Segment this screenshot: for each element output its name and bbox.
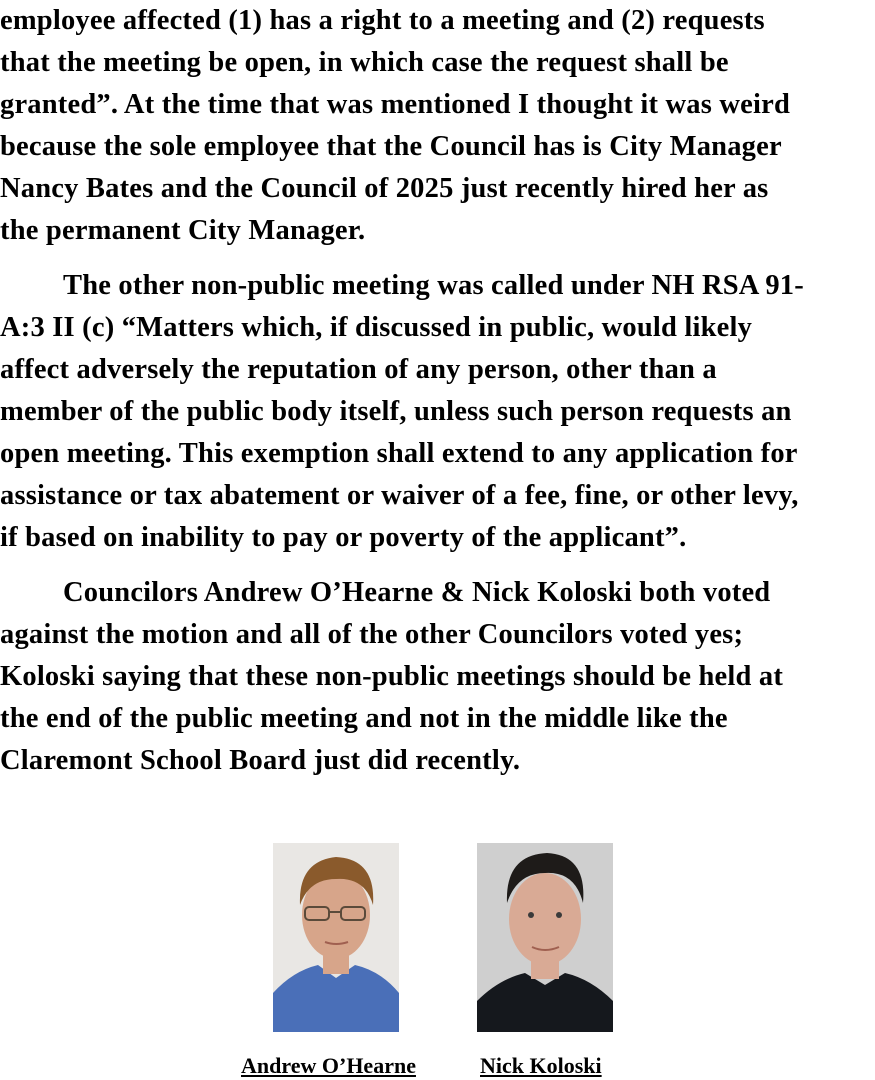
text-line: that the meeting be open, in which case the request shall be: [0, 47, 729, 78]
text-line: The other non-public meeting was called under NH RSA 91-: [63, 270, 804, 301]
text-line: employee affected (1) has a right to a meeting and (2) requests: [0, 5, 765, 36]
text-line: granted”. At the time that was mentioned I thought it was weird: [0, 89, 790, 120]
text-line: Claremont School Board just did recently.: [0, 745, 521, 776]
text-line: assistance or tax abatement or waiver of a fee, fine, or other levy,: [0, 480, 799, 511]
text-line: the end of the public meeting and not in the middle like the: [0, 703, 728, 734]
text-line: affect adversely the reputation of any person, other than a: [0, 354, 717, 385]
portrait-image: [273, 843, 399, 1032]
photo-andrew-ohearne: [273, 843, 399, 1032]
paragraph-1: [0, 0, 875, 252]
text-line: Nancy Bates and the Council of 2025 just recently hired her as: [0, 173, 769, 204]
caption-nick-koloski: Nick Koloski: [480, 1053, 602, 1078]
paragraph-spacer: [0, 559, 875, 572]
photo-nick-koloski: [477, 843, 613, 1032]
text-line: Councilors Andrew O’Hearne & Nick Koloski both voted: [63, 577, 771, 608]
eye-shape: [556, 912, 562, 918]
caption-andrew-ohearne: Andrew O’Hearne: [241, 1053, 416, 1078]
text-line: the permanent City Manager.: [0, 215, 366, 246]
portrait-image: [477, 843, 613, 1032]
paragraph-2: [0, 265, 875, 559]
text-line: open meeting. This exemption shall extend to any application for: [0, 438, 798, 469]
eye-shape: [528, 912, 534, 918]
text-line: because the sole employee that the Council has is City Manager: [0, 131, 782, 162]
text-line: if based on inability to pay or poverty of the applicant”.: [0, 522, 687, 553]
paragraph-3: [0, 572, 875, 782]
face-shape: [509, 873, 581, 965]
text-line: against the motion and all of the other Councilors voted yes;: [0, 619, 744, 650]
text-line: member of the public body itself, unless such person requests an: [0, 396, 792, 427]
paragraph-spacer: [0, 252, 875, 265]
text-line: A:3 II (c) “Matters which, if discussed in public, would likely: [0, 312, 753, 343]
text-line: Koloski saying that these non-public meetings should be held at: [0, 661, 784, 692]
